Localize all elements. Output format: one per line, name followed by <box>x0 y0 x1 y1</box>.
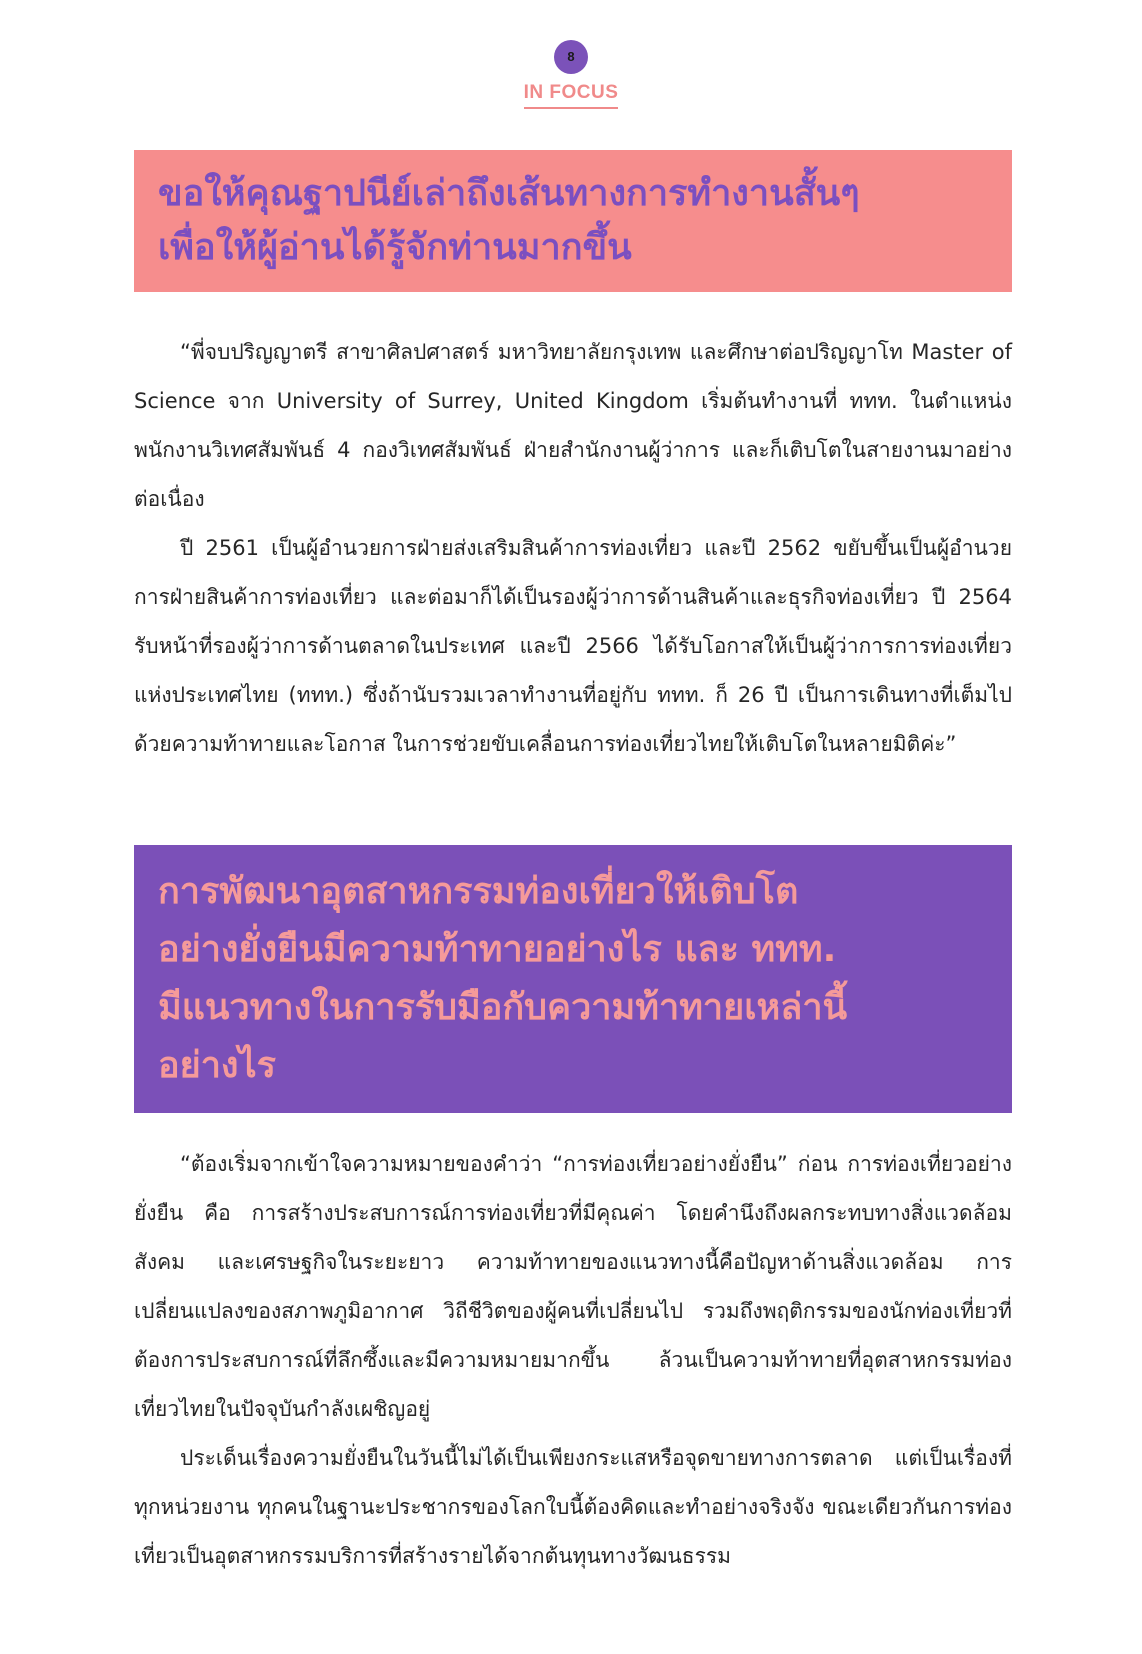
question-2-line: การพัฒนาอุตสาหกรรมท่องเที่ยวให้เติบโต <box>158 871 799 912</box>
page-number-badge: 8 <box>554 40 588 74</box>
answer-2-body <box>134 1140 1012 1581</box>
answer-1-paragraph: ปี 2561 เป็นผู้อำนวยการฝ่ายส่งเสริมสินค้าการท่องเที่ยว และปี 2562 ขยับขึ้นเป็นผู้อำนวยการฝ่ายสินค้าการท่องเที่ยว และต่อมาก็ได้เป็นรองผู้ว่าการด้านสินค้าและธุรกิจท่องเที่ยว ปี 2564 รับหน้าที่รองผู้ว่าการด้านตลาดในประเทศ และปี 2566 ได้รับโอกาสให้เป็นผู้ว่าการการท่องเที่ยวแห่งประเทศไทย (ททท.) ซึ่งถ้านับรวมเวลาทำงานที่อยู่กับ ททท. ก็ 26 ปี เป็นการเดินทางที่เต็มไปด้วยความท้าทายและโอกาส ในการช่วยขับเคลื่อนการท่องเที่ยวไทยให้เติบโตในหลายมิติค่ะ” <box>134 536 1012 756</box>
answer-1-paragraph: “พี่จบปริญญาตรี สาขาศิลปศาสตร์ มหาวิทยาลัยกรุงเทพ และศึกษาต่อปริญญาโท Master of Science จาก University of Surrey, United Kingdom เริ่มต้นทำงานที่ ททท. ในตำแหน่งพนักงานวิเทศสัมพันธ์ 4 กองวิเทศสัมพันธ์ ฝ่ายสำนักงานผู้ว่าการ และก็เติบโตในสายงานมาอย่างต่อเนื่อง <box>134 340 1012 511</box>
question-heading-2 <box>134 845 1012 1113</box>
answer-1-body <box>134 328 1012 769</box>
question-2-line: อย่างไร <box>158 1045 276 1086</box>
answer-2-paragraph: ประเด็นเรื่องความยั่งยืนในวันนี้ไม่ได้เป็นเพียงกระแสหรือจุดขายทางการตลาด แต่เป็นเรื่องที่ทุกหน่วยงาน ทุกคนในฐานะประชากรของโลกใบนี้ต้องคิดและทำอย่างจริงจัง ขณะเดียวกันการท่องเที่ยวเป็นอุตสาหกรรมบริการที่สร้างรายได้จากต้นทุนทางวัฒนธรรม <box>134 1446 1012 1568</box>
question-heading-1 <box>134 150 1012 292</box>
question-2-line: มีแนวทางในการรับมือกับความท้าทายเหล่านี้ <box>158 987 848 1028</box>
question-1-line: เพื่อให้ผู้อ่านได้รู้จักท่านมากขึ้น <box>158 227 632 268</box>
question-2-line: อย่างยั่งยืนมีความท้าทายอย่างไร และ ททท. <box>158 929 837 970</box>
question-1-line: ขอให้คุณฐาปนีย์เล่าถึงเส้นทางการทำงานสั้นๆ <box>158 173 860 214</box>
page-header <box>0 40 1142 109</box>
section-label: IN FOCUS <box>524 82 619 109</box>
answer-2-paragraph: “ต้องเริ่มจากเข้าใจความหมายของคำว่า “การท่องเที่ยวอย่างยั่งยืน” ก่อน การท่องเที่ยวอย่างยั่งยืน คือ การสร้างประสบการณ์การท่องเที่ยวที่มีคุณค่า โดยคำนึงถึงผลกระทบทางสิ่งแวดล้อม สังคม และเศรษฐกิจในระยะยาว ความท้าทายของแนวทางนี้คือปัญหาด้านสิ่งแวดล้อม การเปลี่ยนแปลงของสภาพภูมิอากาศ วิถีชีวิตของผู้คนที่เปลี่ยนไป รวมถึงพฤติกรรมของนักท่องเที่ยวที่ต้องการประสบการณ์ที่ลึกซึ้งและมีความหมายมากขึ้น ล้วนเป็นความท้าทายที่อุตสาหกรรมท่องเที่ยวไทยในปัจจุบันกำลังเผชิญอยู่ <box>134 1152 1012 1421</box>
